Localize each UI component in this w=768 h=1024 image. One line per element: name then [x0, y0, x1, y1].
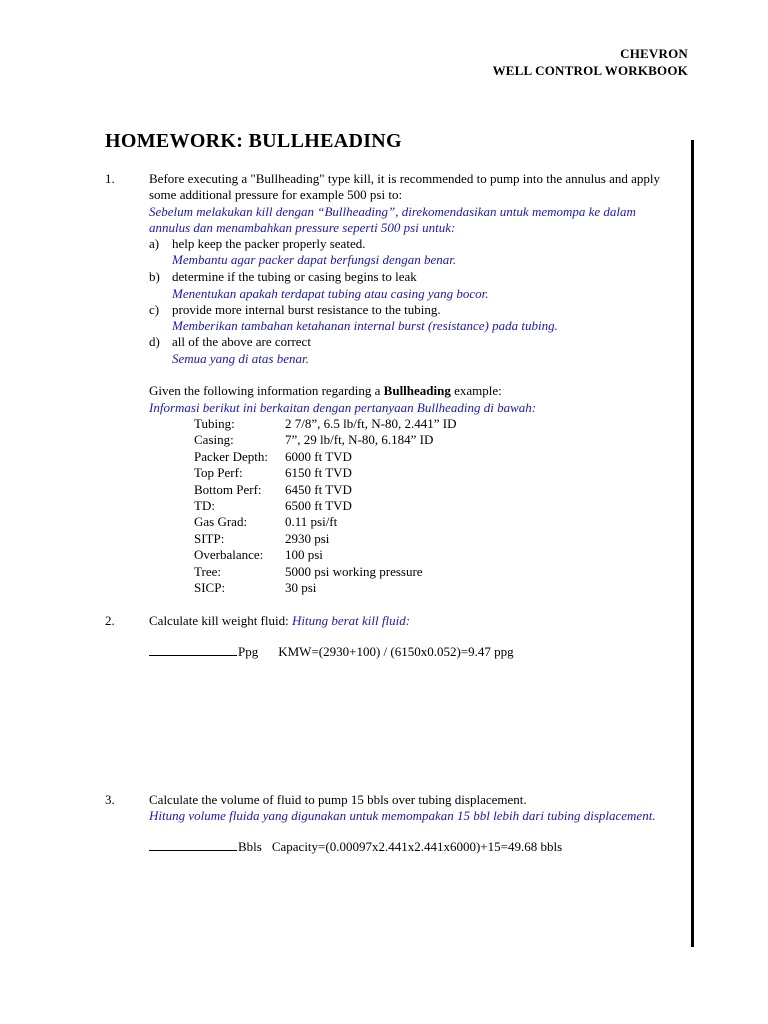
given-value: 100 psi — [285, 547, 323, 562]
page-title: HOMEWORK: BULLHEADING — [105, 130, 402, 152]
given-label: SICP: — [194, 580, 226, 595]
given-value: 6450 ft TVD — [285, 482, 352, 497]
answer-blank[interactable] — [149, 644, 237, 656]
given-label: Top Perf: — [194, 465, 243, 480]
question-number: 1. — [105, 171, 115, 186]
given-label: Gas Grad: — [194, 514, 248, 529]
header-company: CHEVRON — [620, 46, 688, 61]
given-value: 2930 psi — [285, 531, 330, 546]
given-value: 6150 ft TVD — [285, 465, 352, 480]
question-text-en: Calculate kill weight fluid: — [149, 613, 292, 628]
given-translation: Informasi berikut ini berkaitan dengan pertanyaan Bullheading di bawah: — [149, 400, 537, 415]
option-letter: d) — [149, 334, 160, 349]
answer-line — [149, 644, 514, 660]
given-label: TD: — [194, 498, 215, 513]
question-text: Before executing a "Bullheading" type kill, it is recommended to pump into the annulus and apply — [149, 171, 660, 186]
margin-bar — [691, 140, 694, 947]
given-label: Casing: — [194, 432, 234, 447]
option-letter: a) — [149, 236, 160, 251]
given-label: Tree: — [194, 564, 221, 579]
answer-unit: Bbls — [238, 839, 262, 854]
answer-blank[interactable] — [149, 839, 237, 851]
option-translation: Semua yang di atas benar. — [172, 351, 309, 366]
given-label: Bottom Perf: — [194, 482, 262, 497]
given-label: SITP: — [194, 531, 225, 546]
given-value: 30 psi — [285, 580, 317, 595]
answer-line — [149, 839, 562, 855]
answer-text: Capacity=(0.00097x2.441x2.441x6000)+15=49.68 bbls — [271, 839, 563, 854]
given-intro-text: example: — [450, 383, 502, 398]
given-value: 0.11 psi/ft — [285, 514, 338, 529]
option-text: all of the above are correct — [172, 334, 311, 349]
given-intro-bold: Bullheading — [383, 383, 451, 398]
question-text — [149, 613, 410, 629]
option-text: provide more internal burst resistance to the tubing. — [172, 302, 441, 317]
question-translation: Hitung berat kill fluid: — [291, 613, 411, 628]
option-letter: c) — [149, 302, 160, 317]
given-label: Tubing: — [194, 416, 235, 431]
given-value: 6000 ft TVD — [285, 449, 352, 464]
option-text: determine if the tubing or casing begins to leak — [172, 269, 417, 284]
question-text: Calculate the volume of fluid to pump 15 bbls over tubing displacement. — [149, 792, 527, 807]
option-translation: Memberikan tambahan ketahanan internal burst (resistance) pada tubing. — [172, 318, 558, 333]
given-label: Overbalance: — [194, 547, 264, 562]
given-intro-text: Given the following information regarding a — [149, 383, 384, 398]
given-value: 7”, 29 lb/ft, N-80, 6.184” ID — [285, 432, 434, 447]
answer-text: KMW=(2930+100) / (6150x0.052)=9.47 ppg — [278, 644, 514, 659]
given-value: 6500 ft TVD — [285, 498, 352, 513]
given-value: 2 7/8”, 6.5 lb/ft, N-80, 2.441” ID — [285, 416, 457, 431]
question-translation: annulus dan menambahkan pressure seperti 500 psi untuk: — [149, 220, 456, 235]
question-translation: Sebelum melakukan kill dengan “Bullheading”, direkomendasikan untuk memompa ke dalam — [149, 204, 636, 219]
question-number: 3. — [105, 792, 115, 807]
answer-unit: Ppg — [238, 644, 259, 659]
question-translation: Hitung volume fluida yang digunakan untuk memompakan 15 bbl lebih dari tubing displacement. — [149, 808, 656, 823]
given-intro — [149, 383, 502, 399]
option-text: help keep the packer properly seated. — [172, 236, 366, 251]
given-label: Packer Depth: — [194, 449, 269, 464]
question-number: 2. — [105, 613, 115, 628]
question-text: some additional pressure for example 500 psi to: — [149, 187, 403, 202]
option-translation: Membantu agar packer dapat berfungsi dengan benar. — [172, 252, 457, 267]
option-translation: Menentukan apakah terdapat tubing atau casing yang bocor. — [172, 286, 489, 301]
header-workbook-title: WELL CONTROL WORKBOOK — [492, 63, 688, 78]
option-letter: b) — [149, 269, 160, 284]
given-value: 5000 psi working pressure — [285, 564, 423, 579]
